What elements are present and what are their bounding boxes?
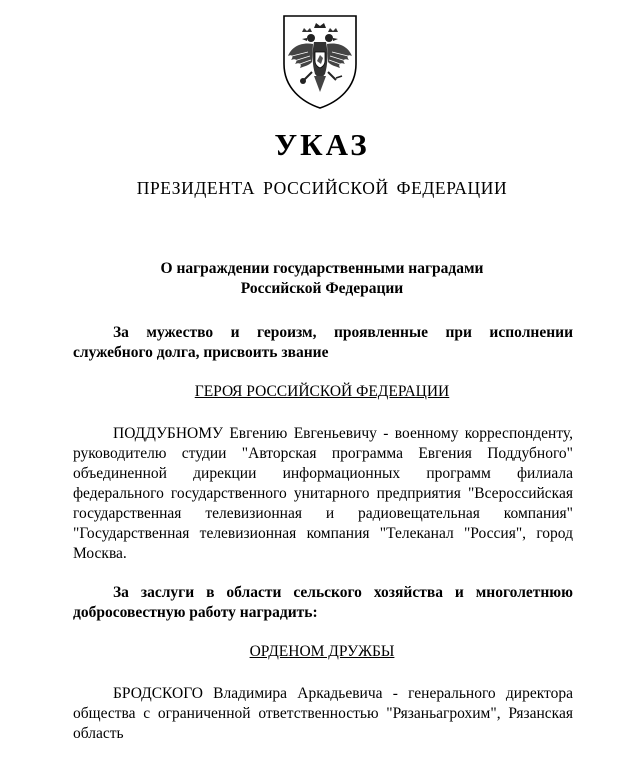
russian-coat-of-arms-icon bbox=[278, 12, 362, 110]
decree-heading-line1: О награждении государственными наградами bbox=[160, 260, 484, 277]
decree-subtitle: ПРЕЗИДЕНТА РОССИЙСКОЙ ФЕДЕРАЦИИ bbox=[136, 178, 508, 198]
section1-recipient: ПОДДУБНОМУ Евгению Евгеньевичу - военному корреспонденту, руководителю студии "Авторская программа Евгения Поддубного" объединенной дирекции информационных программ филиала федерального государственного унитарного предприятия "Всероссийская государственная телевизионная и радиовещательная компания" "Государственная телевизионная компания "Телеканал "Россия", город Москва. bbox=[73, 425, 573, 562]
section2-recipient: БРОДСКОГО Владимира Аркадьевича - генерального директора общества с ограниченной ответственностью "Рязаньагрохим", Рязанская область bbox=[73, 685, 573, 742]
decree-heading bbox=[120, 259, 524, 299]
section1-preamble: За мужество и героизм, проявленные при исполнении служебного долга, присвоить звание bbox=[73, 324, 573, 361]
section1-award: ГЕРОЯ РОССИЙСКОЙ ФЕДЕРАЦИИ bbox=[194, 383, 450, 400]
decree-title: УКАЗ bbox=[274, 127, 370, 162]
decree-heading-line2: Российской Федерации bbox=[240, 280, 404, 297]
section2-preamble: За заслуги в области сельского хозяйства и многолетнюю добросовестную работу наградить: bbox=[73, 584, 573, 621]
section2-award: ОРДЕНОМ ДРУЖБЫ bbox=[249, 643, 395, 660]
